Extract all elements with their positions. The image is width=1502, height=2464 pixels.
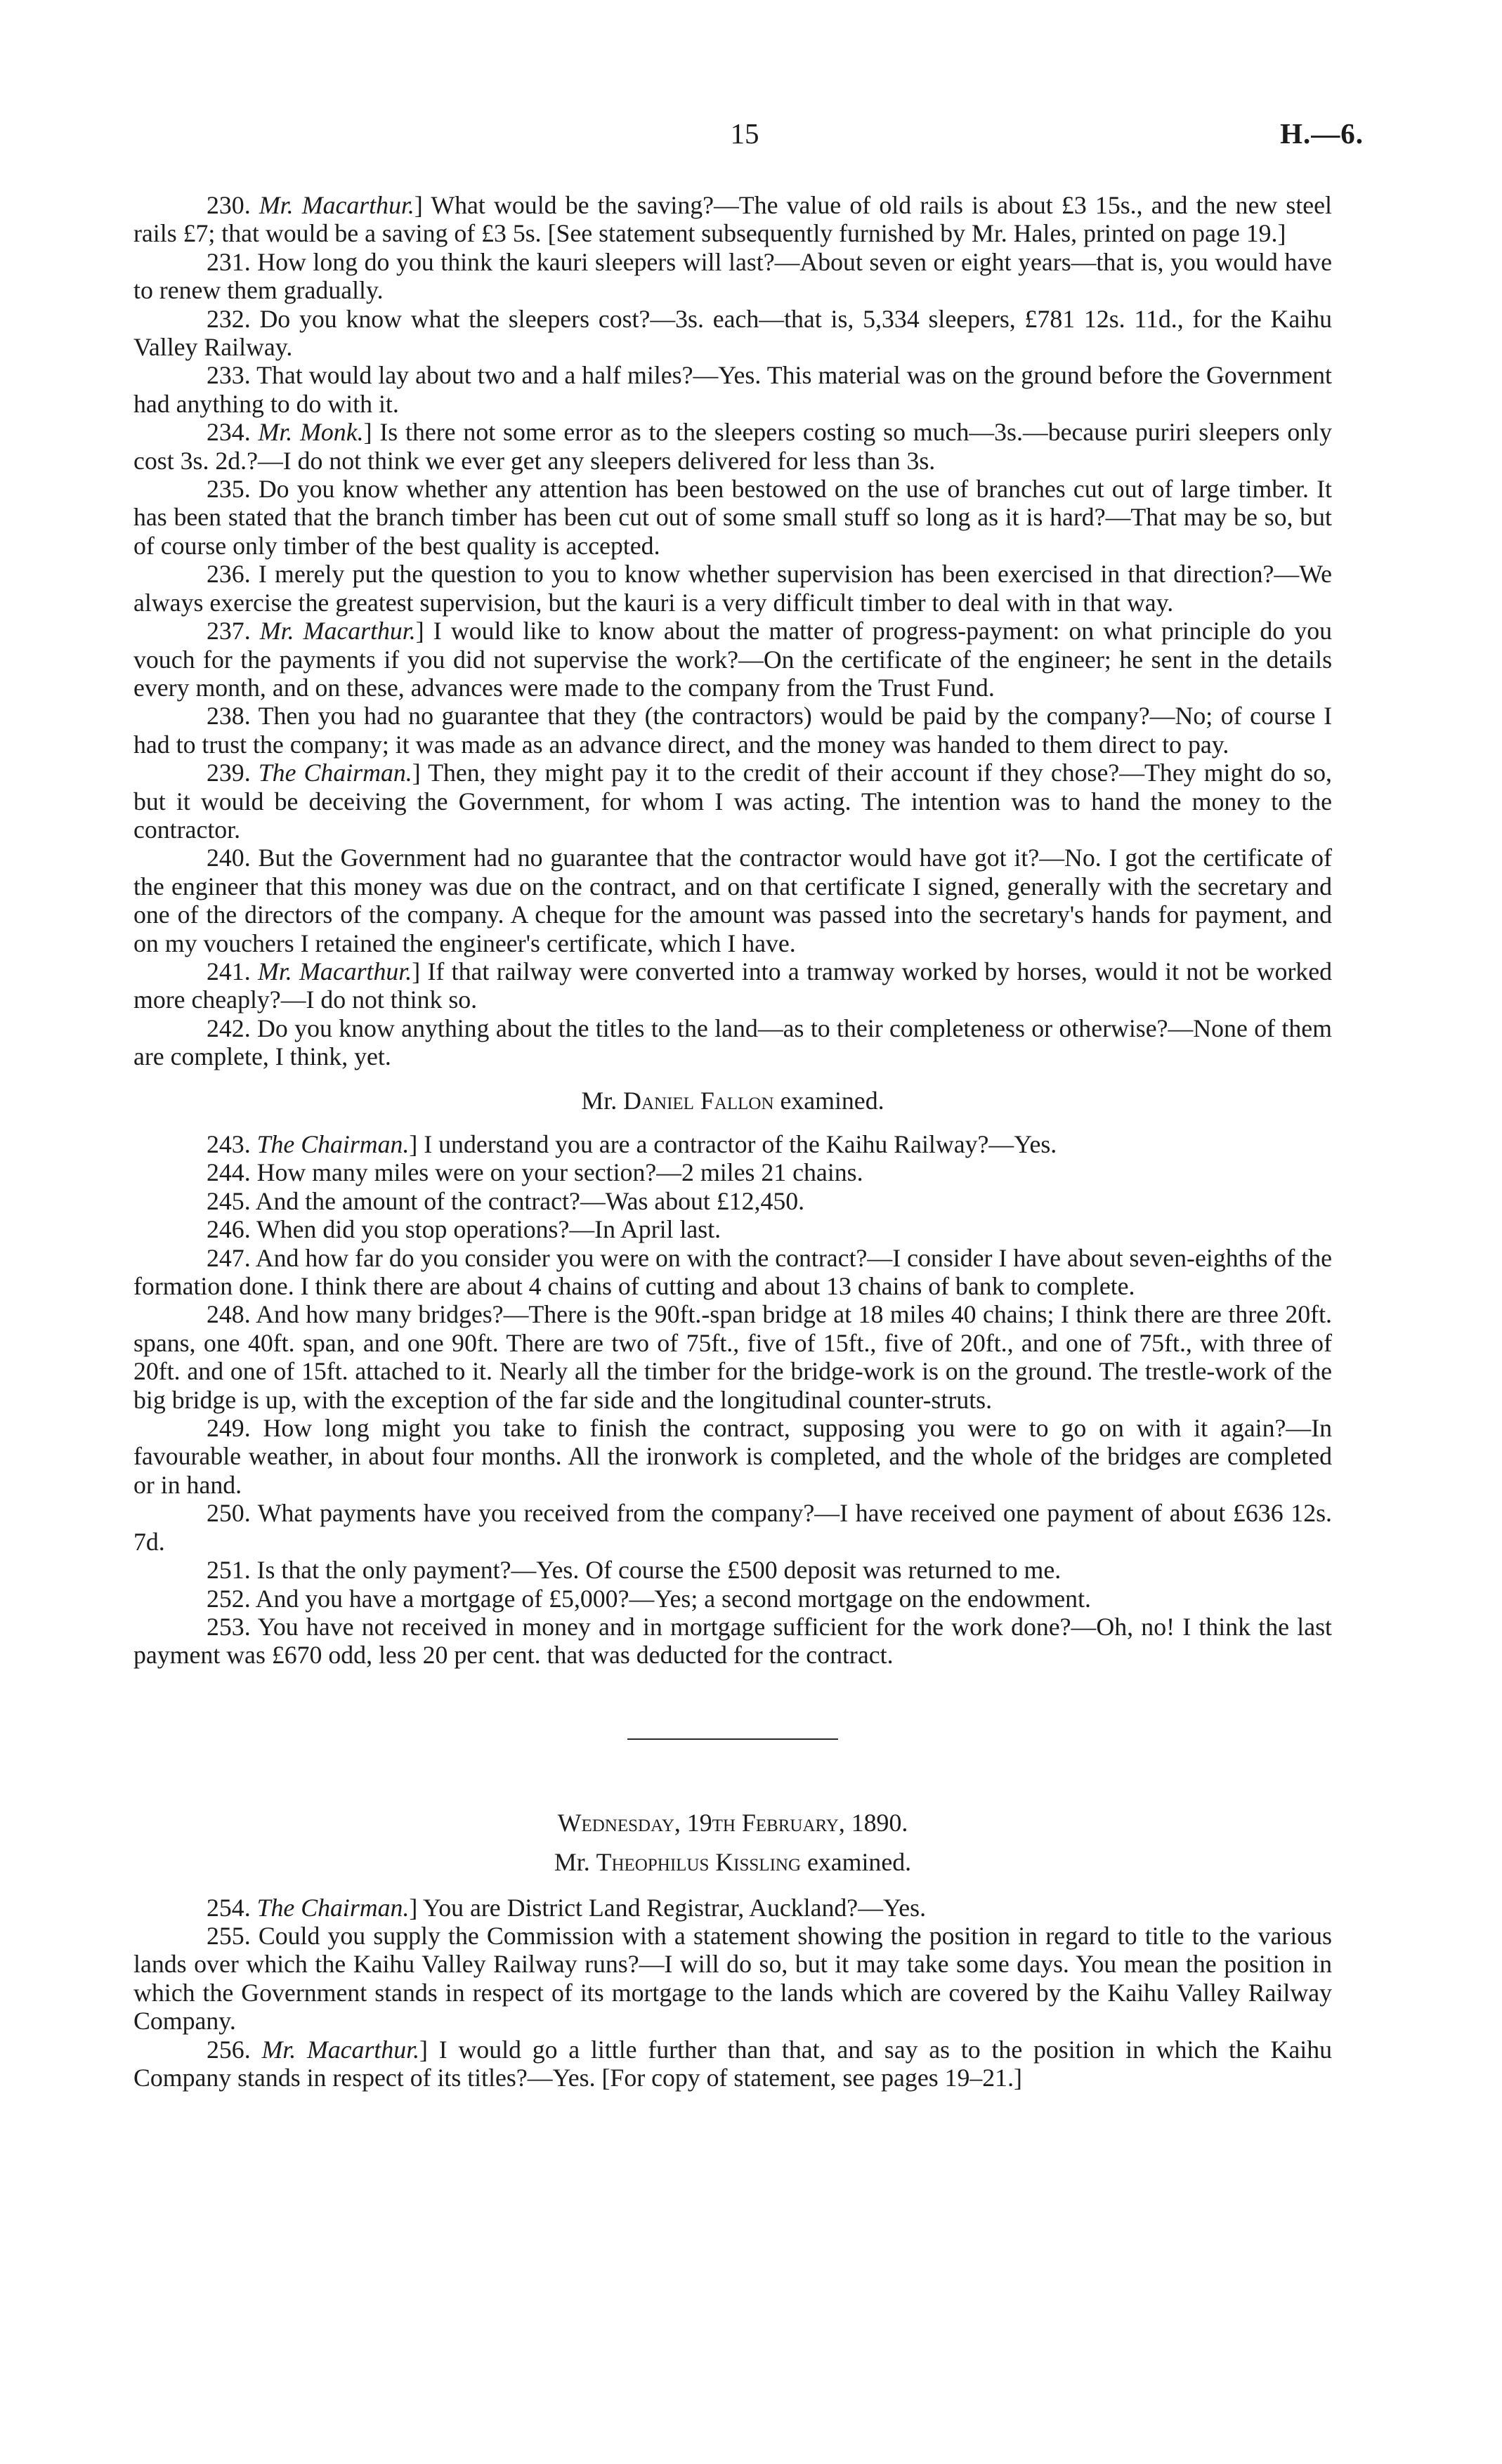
qa-entry (133, 248, 1332, 305)
section-divider (133, 1670, 1332, 1809)
qa-text: I understand you are a contractor of the Kaihu Railway?—Yes. (417, 1130, 1057, 1158)
question-number: 235. (207, 475, 251, 504)
witness-heading-kissling (133, 1848, 1332, 1876)
question-number: 239. (207, 759, 251, 787)
speaker-name: The Chairman. (256, 1893, 410, 1922)
page-header (0, 117, 1502, 166)
qa-entry (133, 957, 1332, 1014)
qa-text: Then you had no guarantee that they (the contractors) would be paid by the company?—No; of course I had to trust the company; it was made as an advance direct, and the money was handed to them direct to pay. (133, 702, 1332, 759)
qa-entry (133, 1215, 1332, 1243)
witness-prefix: Mr. (581, 1086, 624, 1115)
qa-entry (133, 1014, 1332, 1071)
qa-text: And how far do you consider you were on with the contract?—I consider I have about seven-eighths of the formation done. I think there are about 4 chains of cutting and about 13 chains of bank to complete. (133, 1243, 1332, 1301)
qa-entry (133, 418, 1332, 475)
speaker-bracket: ] (409, 1893, 418, 1922)
question-number: 231. (207, 247, 251, 276)
qa-text: Do you know anything about the titles to the land—as to their completeness or otherwise?—None of them are complete, I think, yet. (133, 1014, 1333, 1071)
qa-entry (133, 1499, 1332, 1556)
qa-entry (133, 1187, 1332, 1215)
document-code: H.—6. (1280, 117, 1364, 150)
qa-text: I would go a little further than that, and say as to the position in which the Kaihu Company stands in respect of its titles?—Yes. [For copy of statement, see pages 19–21.] (133, 2035, 1332, 2092)
qa-text: If that railway were converted into a tramway worked by horses, would it not be worked more cheaply?—I do not think so. (133, 957, 1332, 1014)
qa-entry (133, 617, 1332, 702)
evidence-section-3 (133, 1894, 1332, 2092)
session-date-heading (133, 1809, 1332, 1837)
question-number: 256. (207, 2035, 251, 2064)
qa-entry (133, 475, 1332, 560)
question-number: 238. (207, 702, 251, 730)
divider-rule (627, 1738, 838, 1740)
question-number: 253. (207, 1612, 251, 1641)
question-number: 240. (207, 844, 251, 872)
qa-entry (133, 1300, 1332, 1414)
qa-text: Could you supply the Commission with a statement showing the position in regard to title to the various lands over which the Kaihu Valley Railway runs?—I will do so, but it may take some days. You mean the position in which the Government stands in respect of its mortgage to the lands which are covered by the Kaihu Valley Railway Company. (133, 1921, 1332, 2036)
qa-entry (133, 759, 1332, 844)
question-number: 230. (207, 191, 251, 219)
qa-text: How long do you think the kauri sleepers will last?—About seven or eight years—that is, you would have to renew them gradually. (133, 247, 1332, 305)
page-body (133, 191, 1332, 2092)
qa-text: But the Government had no guarantee that the contractor would have got it?—No. I got the certificate of the engineer that this money was due on the contract, and on that certificate I signed, generally with the secretary and one of the directors of the company. A cheque for the amount was passed into the secretary's hands for payment, and on my vouchers I retained the engineer's certificate, which I have. (133, 844, 1333, 957)
question-number: 236. (207, 560, 251, 589)
question-number: 234. (207, 418, 251, 447)
speaker-name: The Chairman. (258, 759, 412, 787)
question-number: 244. (207, 1158, 251, 1187)
speaker-name: Mr. Macarthur. (259, 617, 416, 646)
question-number: 242. (207, 1014, 251, 1042)
speaker-bracket: ] (412, 759, 421, 787)
question-number: 237. (207, 617, 251, 646)
speaker-bracket: ] (414, 191, 423, 219)
question-number: 249. (207, 1414, 251, 1443)
evidence-section-1 (133, 191, 1332, 1071)
qa-entry (133, 1613, 1332, 1670)
qa-text: And how many bridges?—There is the 90ft.-span bridge at 18 miles 40 chains; I think there are three 20ft. spans, one 40ft. span, and one 90ft. There are two of 75ft., five of 15ft., five of 20ft., and one of 75ft., with three of 20ft. and one of 15ft. attached to it. Nearly all the timber for the bridge-work is on the ground. The trestle-work of the big bridge is up, with the exception of the far side and the longitudinal counter-struts. (133, 1300, 1332, 1414)
question-number: 233. (207, 361, 251, 390)
witness-suffix: examined. (773, 1086, 884, 1115)
speaker-name: Mr. Macarthur. (258, 957, 412, 985)
question-number: 250. (207, 1499, 251, 1528)
question-number: 248. (207, 1300, 251, 1329)
evidence-section-2 (133, 1130, 1332, 1670)
speaker-name: Mr. Monk. (258, 418, 364, 447)
page-number: 15 (730, 117, 759, 150)
qa-text: Then, they might pay it to the credit of their account if they chose?—They might do so, but it would be deceiving the Government, for whom I was acting. The intention was to hand the money to the contractor. (133, 759, 1333, 844)
qa-text: I merely put the question to you to know whether supervision has been exercised in that direction?—We always exercise the greatest supervision, but the kauri is a very difficult timber to deal with in that way. (133, 560, 1333, 617)
qa-entry (133, 1158, 1332, 1186)
witness-suffix: examined. (801, 1848, 912, 1877)
qa-entry (133, 305, 1332, 362)
qa-text: I would like to know about the matter of progress-payment: on what principle do you vouch for the payments if you did not supervise the work?—On the certificate of the engineer; he sent in the details every month, and on these, advances were made to the company from the Trust Fund. (133, 617, 1332, 702)
qa-entry (133, 2036, 1332, 2092)
qa-text: How many miles were on your section?—2 miles 21 chains. (256, 1158, 863, 1187)
qa-entry (133, 1414, 1332, 1499)
qa-text: Do you know what the sleepers cost?—3s. each—that is, 5,334 sleepers, £781 12s. 11d., for the Kaihu Valley Railway. (133, 304, 1332, 362)
question-number: 241. (207, 957, 251, 985)
speaker-bracket: ] (415, 617, 424, 646)
question-number: 245. (207, 1186, 251, 1215)
question-number: 251. (207, 1556, 251, 1585)
qa-entry (133, 560, 1332, 617)
qa-text: You are District Land Registrar, Auckland?—Yes. (417, 1893, 927, 1922)
speaker-bracket: ] (419, 2035, 428, 2064)
session-date: Wednesday, 19th February, 1890. (557, 1808, 908, 1837)
speaker-name: Mr. Macarthur. (261, 2035, 420, 2064)
qa-text: You have not received in money and in mortgage sufficient for the work done?—Oh, no! I think the last payment was £670 odd, less 20 per cent. that was deducted for the contract. (133, 1612, 1332, 1670)
question-number: 243. (207, 1130, 251, 1158)
witness-name: Daniel Fallon (623, 1086, 774, 1115)
qa-entry (133, 1244, 1332, 1301)
witness-name: Theophilus Kissling (596, 1848, 802, 1877)
question-number: 246. (207, 1215, 251, 1244)
speaker-bracket: ] (409, 1130, 418, 1158)
qa-entry (133, 191, 1332, 248)
question-number: 252. (207, 1584, 251, 1613)
witness-prefix: Mr. (554, 1848, 596, 1877)
qa-text: Is there not some error as to the sleepers costing so much—3s.—because puriri sleepers only cost 3s. 2d.?—I do not think we ever get any sleepers delivered for less than 3s. (133, 418, 1333, 475)
qa-text: How long might you take to finish the contract, supposing you were to go on with it again?—In favourable weather, in about four months. All the ironwork is completed, and the whole of the bridges are completed or in hand. (133, 1414, 1333, 1499)
question-number: 254. (207, 1893, 251, 1922)
qa-text: Do you know whether any attention has been bestowed on the use of branches cut out of large timber. It has been stated that the branch timber has been cut out of some small stuff so long as it is hard?—That may be so, but of course only timber of the best quality is accepted. (133, 475, 1333, 560)
qa-text: And you have a mortgage of £5,000?—Yes; a second mortgage on the endowment. (255, 1584, 1091, 1613)
question-number: 232. (207, 304, 251, 333)
qa-entry (133, 1894, 1332, 1922)
qa-text: What payments have you received from the company?—I have received one payment of about £636 12s. 7d. (133, 1499, 1332, 1556)
qa-entry (133, 1556, 1332, 1584)
qa-entry (133, 1922, 1332, 2036)
question-number: 247. (207, 1243, 251, 1272)
speaker-bracket: ] (412, 957, 421, 985)
qa-text: Is that the only payment?—Yes. Of course the £500 deposit was returned to me. (256, 1556, 1062, 1585)
qa-entry (133, 1130, 1332, 1158)
qa-text: That would lay about two and a half miles?—Yes. This material was on the ground before the Government had anything to do with it. (133, 361, 1332, 418)
question-number: 255. (207, 1921, 251, 1950)
qa-entry (133, 1585, 1332, 1613)
speaker-name: Mr. Macarthur. (259, 191, 414, 219)
witness-heading-fallon (133, 1087, 1332, 1115)
qa-text: And the amount of the contract?—Was about £12,450. (255, 1186, 805, 1215)
qa-text: What would be the saving?—The value of old rails is about £3 15s., and the new steel rails £7; that would be a saving of £3 5s. [See statement subsequently furnished by Mr. Hales, printed on page 19.] (133, 191, 1332, 248)
qa-entry (133, 361, 1332, 418)
qa-entry (133, 844, 1332, 957)
speaker-name: The Chairman. (256, 1130, 410, 1158)
qa-entry (133, 702, 1332, 759)
qa-text: When did you stop operations?—In April last. (256, 1215, 721, 1244)
speaker-bracket: ] (363, 418, 372, 447)
